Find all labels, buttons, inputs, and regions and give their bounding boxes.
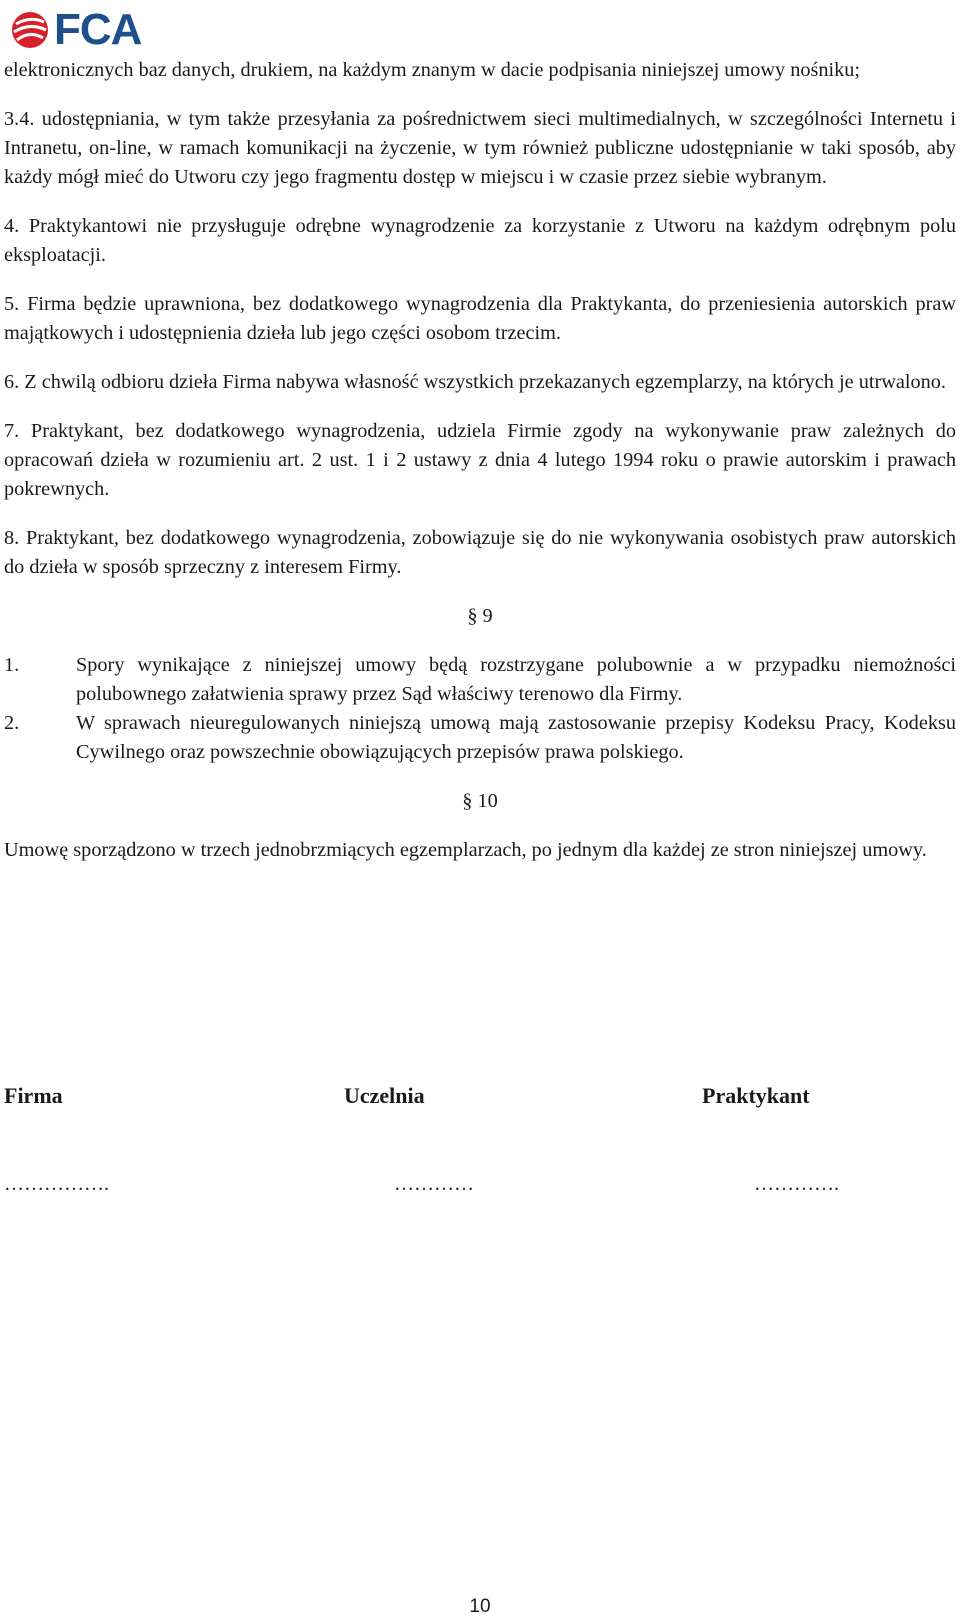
signature-label-praktykant: Praktykant xyxy=(702,1083,810,1108)
section-10-heading: § 10 xyxy=(462,790,498,812)
item-number: 2. xyxy=(4,712,20,734)
signature-label-uczelnia: Uczelnia xyxy=(344,1083,425,1108)
item-number: 1. xyxy=(4,654,20,676)
paragraph-8: 8. Praktykant, bez dodatkowego wynagrodzenia, zobowiązuje się do nie wykonywania osobistych praw autorskich do dzieła w sposób sprzeczny z interesem Firmy. xyxy=(4,527,956,578)
logo-text: FCA xyxy=(54,5,142,54)
red-globe-icon xyxy=(10,10,50,50)
section-9-item xyxy=(4,709,956,767)
paragraph-3-4: 3.4. udostępniania, w tym także przesyłania za pośrednictwem sieci multimedialnych, w szczególności Internetu i Intranetu, on-line, w ramach komunikacji na życzenie, w tym również publiczne udostępnianie w taki sposób, aby każdy mógł mieć do Utworu czy jego fragmentu dostęp w miejscu i w czasie przez siebie wybranym. xyxy=(4,108,956,188)
section-9-item xyxy=(4,651,956,709)
fca-logo xyxy=(10,5,142,54)
paragraph-5: 5. Firma będzie uprawniona, bez dodatkowego wynagrodzenia dla Praktykanta, do przeniesienia autorskich praw majątkowych i udostępnienia dzieła lub jego części osobom trzecim. xyxy=(4,293,956,344)
paragraph-7: 7. Praktykant, bez dodatkowego wynagrodzenia, udziela Firmie zgody na wykonywanie praw zależnych do opracowań dzieła w rozumieniu art. 2 ust. 1 i 2 ustawy z dnia 4 lutego 1994 roku o prawie autorskim i prawach pokrewnych. xyxy=(4,420,956,500)
signature-line-praktykant: …………. xyxy=(754,1173,839,1195)
section-9-heading: § 9 xyxy=(467,605,493,627)
page-number: 10 xyxy=(469,1596,491,1617)
paragraph-6: 6. Z chwilą odbioru dzieła Firma nabywa własność wszystkich przekazanych egzemplarzy, na których je utrwalono. xyxy=(4,371,946,393)
signature-label-firma: Firma xyxy=(4,1083,63,1108)
paragraph-4: 4. Praktykantowi nie przysługuje odrębne wynagrodzenie za korzystanie z Utworu na każdym odrębnym polu eksploatacji. xyxy=(4,215,956,266)
paragraph-1: elektronicznych baz danych, drukiem, na każdym znanym w dacie podpisania niniejszej umowy nośniku; xyxy=(4,59,861,81)
signature-line-firma: ……………. xyxy=(4,1173,109,1195)
item-text: Spory wynikające z niniejszej umowy będą rozstrzygane polubownie a w przypadku niemożności polubownego załatwienia sprawy przez Sąd właściwy terenowo dla Firmy. xyxy=(76,654,956,705)
item-text: W sprawach nieuregulowanych niniejszą umową mają zastosowanie przepisy Kodeksu Pracy, Kodeksu Cywilnego oraz powszechnie obowiązujących przepisów prawa polskiego. xyxy=(76,712,956,763)
document-body xyxy=(4,56,956,865)
section-10-text: Umowę sporządzono w trzech jednobrzmiących egzemplarzach, po jednym dla każdej ze stron niniejszej umowy. xyxy=(4,839,927,861)
signature-line-uczelnia: ………… xyxy=(394,1173,474,1195)
